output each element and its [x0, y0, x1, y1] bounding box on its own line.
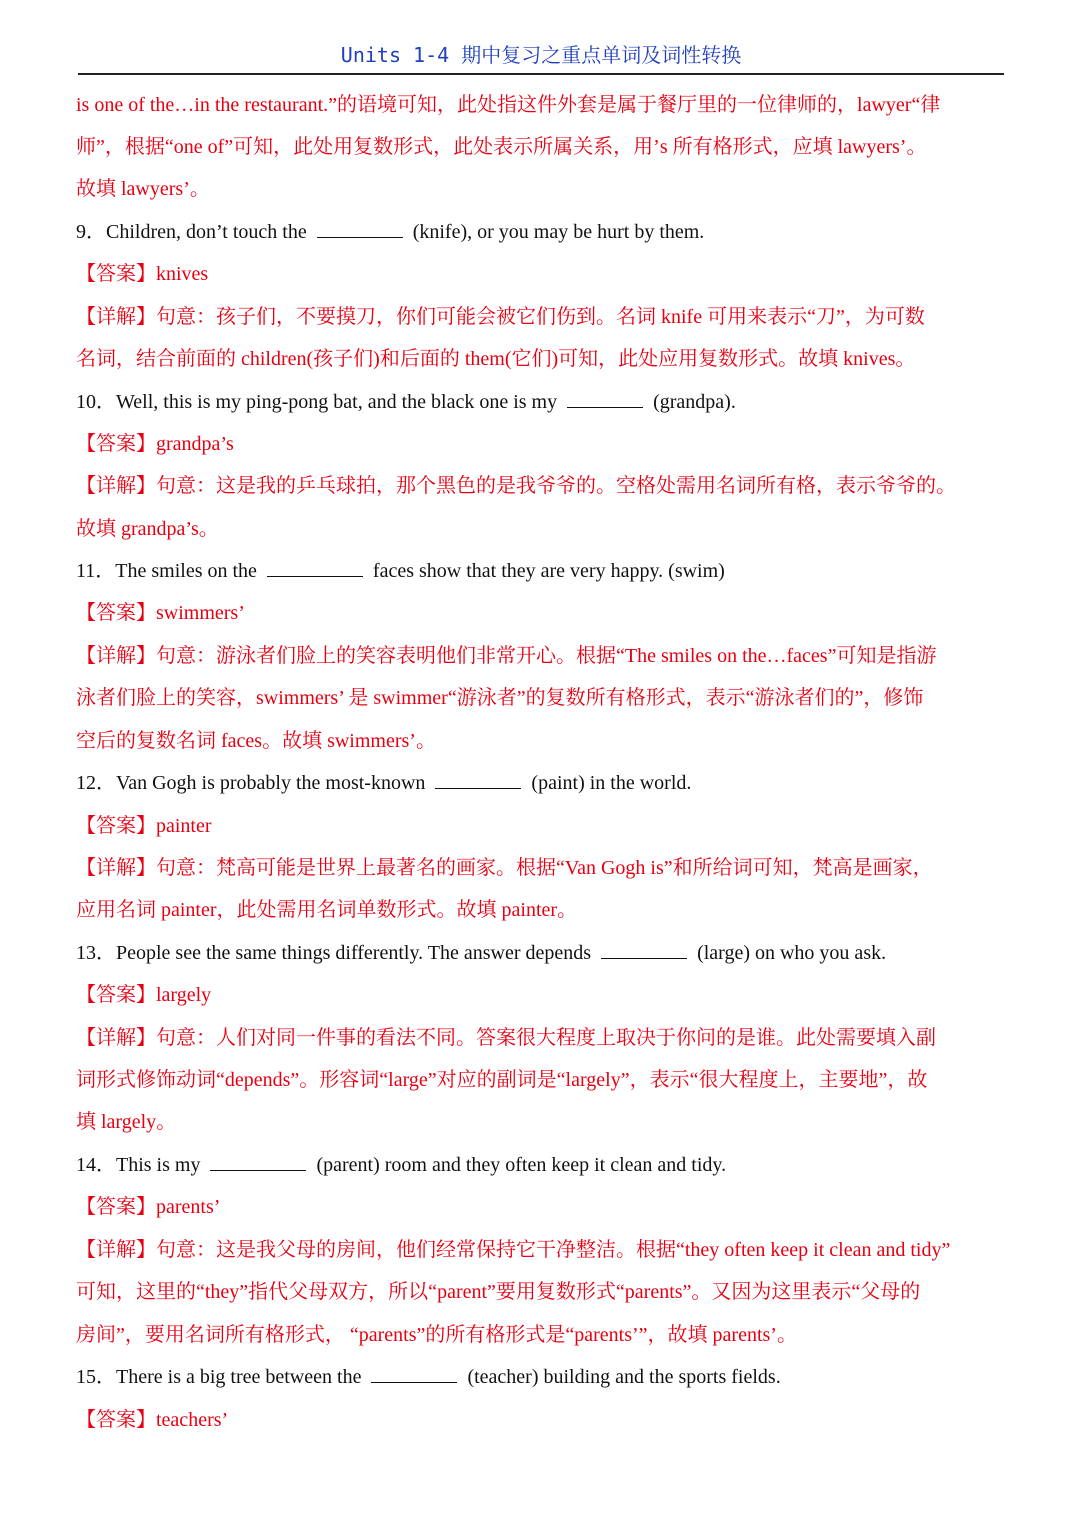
answer-blank — [567, 391, 643, 408]
answer-label: 【答案】 — [76, 1196, 156, 1218]
answer-value: painter — [156, 815, 212, 837]
question-text-after: (grandpa). — [653, 391, 736, 413]
answer-blank — [267, 560, 363, 577]
question-text-before: Well, this is my ping-pong bat, and the black one is my — [116, 391, 558, 413]
question-text-after: (knife), or you may be hurt by them. — [412, 221, 705, 243]
detail-line: 房间”，要用名词所有格形式， “parents”的所有格形式是“parents’”，故填 parents’。 — [76, 1324, 797, 1346]
question-number: 9． — [76, 221, 106, 243]
answer-label: 【答案】 — [76, 602, 156, 624]
question-text-after: (large) on who you ask. — [697, 942, 887, 964]
answer-blank — [371, 1366, 457, 1383]
answer-value: largely — [156, 984, 212, 1006]
question-number: 10． — [76, 391, 116, 413]
question-number: 15． — [76, 1366, 116, 1388]
answer-9 — [76, 260, 1006, 288]
answer-label: 【答案】 — [76, 1409, 156, 1431]
detail-line: 名词，结合前面的 children(孩子们)和后面的 them(它们)可知，此处应用复数形式。故填 knives。 — [76, 348, 916, 370]
answer-label: 【答案】 — [76, 984, 156, 1006]
answer-10 — [76, 430, 1006, 458]
answer-blank — [317, 221, 403, 238]
question-text-after: (parent) room and they often keep it clean and tidy. — [316, 1154, 727, 1176]
question-text-after: (paint) in the world. — [531, 772, 692, 794]
header-divider — [78, 73, 1004, 75]
detail-line: 空后的复数名词 faces。故填 swimmers’。 — [76, 730, 436, 752]
answer-value: knives — [156, 263, 209, 285]
question-9 — [76, 218, 1006, 246]
answer-13 — [76, 981, 1006, 1009]
detail-line: 故填 grandpa’s。 — [76, 518, 219, 540]
question-text-before: Children, don’t touch the — [106, 221, 307, 243]
answer-12 — [76, 812, 1006, 840]
answer-value: swimmers’ — [156, 602, 245, 624]
page-header-title: Units 1-4 期中复习之重点单词及词性转换 — [340, 43, 742, 67]
question-11 — [76, 557, 1006, 585]
answer-value: grandpa’s — [156, 433, 234, 455]
detail-line: 词形式修饰动词“depends”。形容词“large”对应的副词是“largely”，表示“很大程度上，主要地”，故 — [76, 1069, 928, 1091]
answer-label: 【答案】 — [76, 815, 156, 837]
answer-value: parents’ — [156, 1196, 221, 1218]
question-text-before: People see the same things differently. The answer depends — [116, 942, 592, 964]
answer-blank — [210, 1154, 306, 1171]
question-text-before: Van Gogh is probably the most-known — [116, 772, 426, 794]
explanation-line: 师”，根据“one of”可知，此处用复数形式，此处表示所属关系，用’s 所有格形式，应填 lawyers’。 — [76, 136, 927, 158]
answer-value: teachers’ — [156, 1409, 229, 1431]
answer-blank — [601, 942, 687, 959]
answer-label: 【答案】 — [76, 433, 156, 455]
detail-line: 【详解】句意：这是我父母的房间，他们经常保持它干净整洁。根据“they often keep it clean and tidy” — [76, 1239, 951, 1261]
question-text-before: This is my — [116, 1154, 201, 1176]
explanation-line: is one of the…in the restaurant.”的语境可知，此处指这件外套是属于餐厅里的一位律师的，lawyer“律 — [76, 94, 941, 116]
detail-line: 【详解】句意：孩子们，不要摸刀，你们可能会被它们伤到。名词 knife 可用来表示“刀”，为可数 — [76, 306, 925, 328]
question-number: 12． — [76, 772, 116, 794]
answer-blank — [435, 772, 521, 789]
answer-15 — [76, 1406, 1006, 1434]
question-13 — [76, 939, 1006, 967]
question-text-before: The smiles on the — [115, 560, 257, 582]
question-15 — [76, 1363, 1006, 1391]
question-14 — [76, 1151, 1006, 1179]
detail-line: 泳者们脸上的笑容，swimmers’ 是 swimmer“游泳者”的复数所有格形式，表示“游泳者们的”，修饰 — [76, 687, 924, 709]
question-text-after: faces show that they are very happy. (swim) — [372, 560, 725, 582]
question-number: 11． — [76, 560, 116, 582]
detail-line: 【详解】句意：这是我的乒乓球拍，那个黑色的是我爷爷的。空格处需用名词所有格，表示爷爷的。 — [76, 475, 956, 497]
answer-label: 【答案】 — [76, 263, 156, 285]
detail-line: 【详解】句意：游泳者们脸上的笑容表明他们非常开心。根据“The smiles on the…faces”可知是指游 — [76, 645, 937, 667]
question-10 — [76, 388, 1006, 416]
question-12 — [76, 769, 1006, 797]
question-number: 14． — [76, 1154, 116, 1176]
question-text-before: There is a big tree between the — [116, 1366, 362, 1388]
question-text-after: (teacher) building and the sports fields. — [467, 1366, 781, 1388]
detail-line: 应用名词 painter，此处需用名词单数形式。故填 painter。 — [76, 899, 578, 921]
answer-14 — [76, 1193, 1006, 1221]
detail-line: 【详解】句意：人们对同一件事的看法不同。答案很大程度上取决于你问的是谁。此处需要填入副 — [76, 1027, 936, 1049]
explanation-line: 故填 lawyers’。 — [76, 178, 210, 200]
answer-11 — [76, 599, 1006, 627]
detail-line: 填 largely。 — [76, 1111, 177, 1133]
detail-line: 可知，这里的“they”指代父母双方，所以“parent”要用复数形式“parents”。又因为这里表示“父母的 — [76, 1281, 921, 1303]
detail-line: 【详解】句意：梵高可能是世界上最著名的画家。根据“Van Gogh is”和所给词可知，梵高是画家， — [76, 857, 933, 879]
question-number: 13． — [76, 942, 116, 964]
